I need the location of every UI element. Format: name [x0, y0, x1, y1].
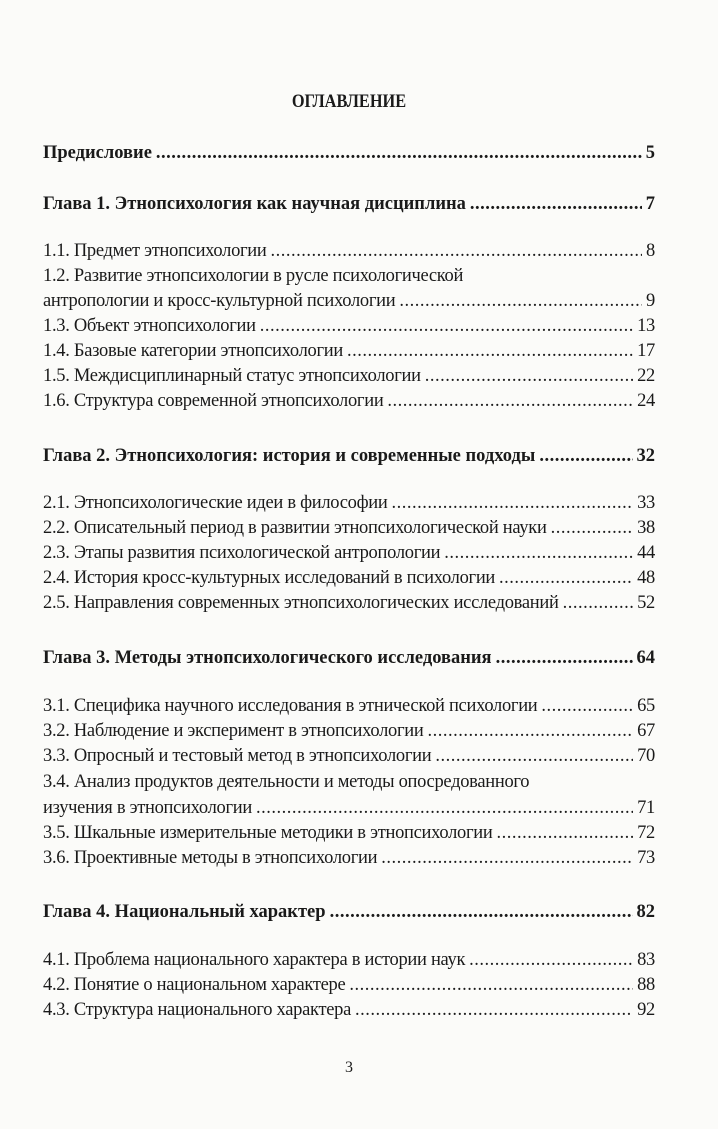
entry-page: 9: [646, 291, 655, 311]
entry-page: 88: [637, 975, 655, 995]
entry-page: 24: [637, 391, 655, 411]
entry-label: Глава 3. Методы этнопсихологического исследования: [43, 648, 492, 668]
entry-page: 82: [636, 902, 655, 922]
dot-leader: [469, 948, 633, 972]
entry-page: 7: [645, 194, 655, 214]
toc-entry-3-3[interactable]: [43, 744, 655, 768]
entry-page: 17: [637, 341, 655, 361]
entry-label: 2.3. Этапы развития психологической антропологии: [43, 543, 441, 563]
entry-label: 1.6. Структура современной этнопсихологии: [43, 391, 384, 411]
entry-label: 1.1. Предмет этнопсихологии: [43, 241, 267, 261]
toc-entry-1-6[interactable]: [43, 389, 655, 413]
toc-title: ОГЛАВЛЕНИЕ: [291, 91, 407, 112]
toc-entry-3-4-line1[interactable]: 3.4. Анализ продуктов деятельности и методы опосредованного: [43, 772, 530, 792]
toc-entry-1-5[interactable]: [43, 364, 655, 388]
dot-leader: [399, 289, 642, 313]
entry-label: 4.2. Понятие о национальном характере: [43, 975, 346, 995]
entry-label: 4.1. Проблема национального характера в истории наук: [43, 950, 466, 970]
entry-label: Глава 1. Этнопсихология как научная дисциплина: [43, 194, 466, 214]
entry-page: 13: [637, 316, 655, 336]
toc-page: [43, 0, 655, 1129]
toc-entry-chapter-4[interactable]: [43, 900, 655, 924]
entry-label: 1.3. Объект этнопсихологии: [43, 316, 256, 336]
entry-page: 52: [637, 593, 655, 613]
toc-entry-2-4[interactable]: [43, 566, 655, 590]
toc-entry-chapter-1[interactable]: [43, 192, 655, 216]
toc-entry-4-1[interactable]: [43, 948, 655, 972]
toc-entry-chapter-2[interactable]: [43, 444, 655, 468]
toc-entry-1-1[interactable]: [43, 239, 655, 263]
toc-entry-2-2[interactable]: [43, 516, 655, 540]
dot-leader: [355, 998, 633, 1022]
entry-page: 33: [637, 493, 655, 513]
dot-leader: [330, 900, 633, 924]
dot-leader: [156, 141, 642, 165]
dot-leader: [349, 973, 633, 997]
entry-page: 72: [637, 823, 655, 843]
dot-leader: [470, 192, 642, 216]
dot-leader: [435, 744, 633, 768]
entry-label: 1.4. Базовые категории этнопсихологии: [43, 341, 343, 361]
entry-page: 70: [637, 746, 655, 766]
dot-leader: [271, 239, 643, 263]
entry-label: 2.4. История кросс-культурных исследований в психологии: [43, 568, 496, 588]
dot-leader: [381, 846, 633, 870]
dot-leader: [444, 541, 633, 565]
dot-leader: [425, 364, 633, 388]
toc-entry-3-5[interactable]: [43, 821, 655, 845]
entry-page: 8: [646, 241, 655, 261]
toc-entry-3-4[interactable]: [43, 796, 655, 820]
dot-leader: [347, 339, 633, 363]
entry-label: антропологии и кросс-культурной психологии: [43, 291, 396, 311]
entry-label: Глава 4. Национальный характер: [43, 902, 326, 922]
entry-label: 3.5. Шкальные измерительные методики в этнопсихологии: [43, 823, 493, 843]
entry-page: 67: [637, 721, 655, 741]
dot-leader: [563, 591, 634, 615]
entry-label: 2.5. Направления современных этнопсихологических исследований: [43, 593, 559, 613]
dot-leader: [427, 719, 633, 743]
dot-leader: [539, 444, 632, 468]
page-number: 3: [345, 1059, 353, 1076]
entry-page: 92: [637, 1000, 655, 1020]
toc-entry-1-2-line1[interactable]: 1.2. Развитие этнопсихологии в русле психологической: [43, 266, 464, 286]
toc-entry-2-5[interactable]: [43, 591, 655, 615]
entry-label: изучения в этнопсихологии: [43, 798, 252, 818]
entry-page: 38: [637, 518, 655, 538]
entry-label: 3.6. Проективные методы в этнопсихологии: [43, 848, 378, 868]
entry-page: 48: [637, 568, 655, 588]
dot-leader: [496, 646, 633, 670]
toc-entry-1-2[interactable]: [43, 289, 655, 313]
toc-entry-chapter-3[interactable]: [43, 646, 655, 670]
toc-entry-3-6[interactable]: [43, 846, 655, 870]
toc-entry-2-1[interactable]: [43, 491, 655, 515]
toc-entry-1-4[interactable]: [43, 339, 655, 363]
dot-leader: [496, 821, 633, 845]
dot-leader: [260, 314, 633, 338]
entry-page: 44: [637, 543, 655, 563]
entry-page: 32: [636, 446, 655, 466]
toc-entry-preface[interactable]: [43, 141, 655, 165]
entry-label: Предисловие: [43, 143, 152, 163]
dot-leader: [391, 491, 633, 515]
dot-leader: [256, 796, 633, 820]
entry-page: 65: [637, 696, 655, 716]
toc-entry-4-3[interactable]: [43, 998, 655, 1022]
entry-page: 22: [637, 366, 655, 386]
toc-entry-4-2[interactable]: [43, 973, 655, 997]
entry-label: 1.5. Междисциплинарный статус этнопсихологии: [43, 366, 421, 386]
entry-label: 3.3. Опросный и тестовый метод в этнопсихологии: [43, 746, 432, 766]
toc-entry-3-2[interactable]: [43, 719, 655, 743]
entry-page: 83: [637, 950, 655, 970]
entry-label: 3.2. Наблюдение и эксперимент в этнопсихологии: [43, 721, 424, 741]
toc-entry-1-3[interactable]: [43, 314, 655, 338]
entry-label: 2.2. Описательный период в развитии этнопсихологической науки: [43, 518, 547, 538]
entry-page: 64: [636, 648, 655, 668]
entry-page: 71: [637, 798, 655, 818]
entry-label: 2.1. Этнопсихологические идеи в философии: [43, 493, 388, 513]
entry-label: Глава 2. Этнопсихология: история и современные подходы: [43, 446, 536, 466]
entry-page: 5: [645, 143, 655, 163]
entry-label: 3.1. Специфика научного исследования в этнической психологии: [43, 696, 538, 716]
toc-entry-2-3[interactable]: [43, 541, 655, 565]
entry-label: 4.3. Структура национального характера: [43, 1000, 351, 1020]
dot-leader: [387, 389, 633, 413]
dot-leader: [499, 566, 633, 590]
dot-leader: [541, 694, 633, 718]
toc-entry-3-1[interactable]: [43, 694, 655, 718]
entry-page: 73: [637, 848, 655, 868]
dot-leader: [551, 516, 634, 540]
